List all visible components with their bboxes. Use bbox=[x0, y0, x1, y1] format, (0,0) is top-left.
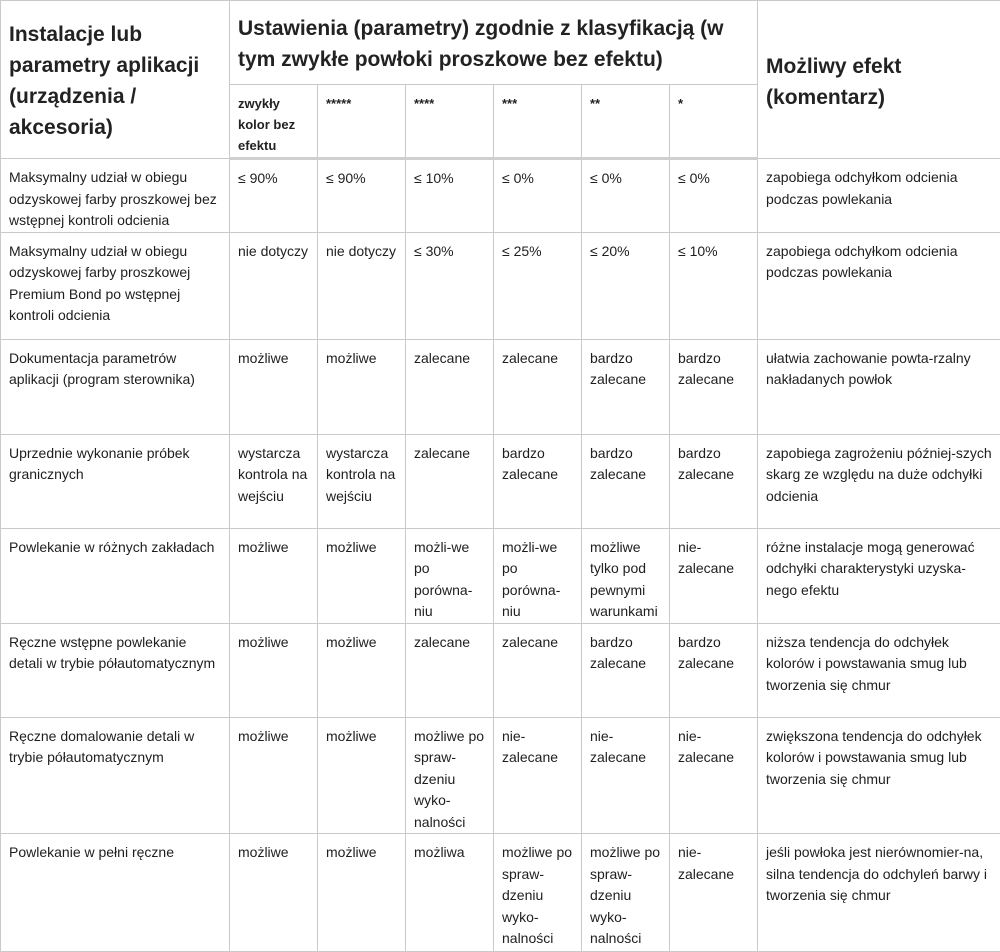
value-cell: możli-we po porówna-niu bbox=[406, 528, 494, 623]
value-cell: możliwe bbox=[318, 339, 406, 434]
value-cell: możliwa bbox=[406, 834, 494, 952]
row-parameter: Maksymalny udział w obiegu odzyskowej farby proszkowej bez wstępnej kontroli odcienia bbox=[1, 159, 230, 233]
table-row bbox=[1, 623, 1000, 717]
header-level-5-stars: ***** bbox=[318, 85, 406, 159]
value-cell: ≤ 10% bbox=[670, 232, 758, 339]
value-cell: ≤ 0% bbox=[494, 159, 582, 233]
value-cell: możliwe po spraw-dzeniu wyko-nalności bbox=[582, 834, 670, 952]
row-effect: ułatwia zachowanie powta-rzalny nakładanych powłok bbox=[758, 339, 1000, 434]
value-cell: zalecane bbox=[494, 339, 582, 434]
row-parameter: Uprzednie wykonanie próbek granicznych bbox=[1, 434, 230, 528]
row-effect: zapobiega odchyłkom odcienia podczas powlekania bbox=[758, 232, 1000, 339]
value-cell: możliwe bbox=[230, 717, 318, 834]
value-cell: ≤ 30% bbox=[406, 232, 494, 339]
value-cell: nie-zalecane bbox=[670, 528, 758, 623]
value-cell: nie dotyczy bbox=[230, 232, 318, 339]
row-parameter: Maksymalny udział w obiegu odzyskowej farby proszkowej Premium Bond po wstępnej kontroli odcienia bbox=[1, 232, 230, 339]
value-cell: zalecane bbox=[406, 623, 494, 717]
value-cell: ≤ 0% bbox=[670, 159, 758, 233]
header-level-1-star: * bbox=[670, 85, 758, 159]
value-cell: możliwe bbox=[318, 528, 406, 623]
header-installations: Instalacje lub parametry aplikacji (urządzenia / akcesoria) bbox=[1, 1, 230, 159]
row-parameter: Powlekanie w pełni ręczne bbox=[1, 834, 230, 952]
value-cell: nie-zalecane bbox=[494, 717, 582, 834]
value-cell: możliwe po spraw-dzeniu wyko-nalności bbox=[494, 834, 582, 952]
row-effect: zwiększona tendencja do odchyłek kolorów i powstawania smug lub tworzenia się chmur bbox=[758, 717, 1000, 834]
value-cell: możliwe bbox=[230, 528, 318, 623]
value-cell: możliwe bbox=[318, 623, 406, 717]
value-cell: możliwe tylko pod pewnymi warunkami bbox=[582, 528, 670, 623]
value-cell: bardzo zalecane bbox=[582, 623, 670, 717]
value-cell: bardzo zalecane bbox=[670, 339, 758, 434]
table-row bbox=[1, 528, 1000, 623]
value-cell: nie-zalecane bbox=[670, 834, 758, 952]
value-cell: ≤ 25% bbox=[494, 232, 582, 339]
header-effect: Możliwy efekt (komentarz) bbox=[758, 1, 1000, 159]
table-row bbox=[1, 434, 1000, 528]
value-cell: bardzo zalecane bbox=[670, 623, 758, 717]
value-cell: możliwe bbox=[230, 834, 318, 952]
value-cell: zalecane bbox=[494, 623, 582, 717]
row-parameter: Ręczne wstępne powlekanie detali w trybie półautomatycznym bbox=[1, 623, 230, 717]
value-cell: ≤ 20% bbox=[582, 232, 670, 339]
table-row bbox=[1, 339, 1000, 434]
table-row bbox=[1, 717, 1000, 834]
header-level-3-stars: *** bbox=[494, 85, 582, 159]
value-cell: możliwe bbox=[230, 623, 318, 717]
header-settings-group: Ustawienia (parametry) zgodnie z klasyfikacją (w tym zwykłe powłoki proszkowe bez efektu) bbox=[230, 1, 758, 85]
value-cell: zalecane bbox=[406, 434, 494, 528]
table-row bbox=[1, 159, 1000, 233]
value-cell: możliwe bbox=[318, 834, 406, 952]
value-cell: ≤ 90% bbox=[318, 159, 406, 233]
row-effect: jeśli powłoka jest nierównomier-na, silna tendencja do odchyleń barwy i tworzenia się chmur bbox=[758, 834, 1000, 952]
value-cell: bardzo zalecane bbox=[582, 339, 670, 434]
value-cell: ≤ 0% bbox=[582, 159, 670, 233]
row-parameter: Dokumentacja parametrów aplikacji (program sterownika) bbox=[1, 339, 230, 434]
value-cell: nie-zalecane bbox=[670, 717, 758, 834]
value-cell: możliwe bbox=[318, 717, 406, 834]
value-cell: zalecane bbox=[406, 339, 494, 434]
value-cell: możli-we po porówna-niu bbox=[494, 528, 582, 623]
table-row bbox=[1, 834, 1000, 952]
value-cell: ≤ 90% bbox=[230, 159, 318, 233]
row-effect: niższa tendencja do odchyłek kolorów i powstawania smug lub tworzenia się chmur bbox=[758, 623, 1000, 717]
row-effect: zapobiega odchyłkom odcienia podczas powlekania bbox=[758, 159, 1000, 233]
value-cell: bardzo zalecane bbox=[582, 434, 670, 528]
value-cell: nie dotyczy bbox=[318, 232, 406, 339]
value-cell: bardzo zalecane bbox=[670, 434, 758, 528]
value-cell: możliwe po spraw-dzeniu wyko-nalności bbox=[406, 717, 494, 834]
row-parameter: Powlekanie w różnych zakładach bbox=[1, 528, 230, 623]
value-cell: wystarcza kontrola na wejściu bbox=[230, 434, 318, 528]
value-cell: ≤ 10% bbox=[406, 159, 494, 233]
row-effect: różne instalacje mogą generować odchyłki charakterystyki uzyska-nego efektu bbox=[758, 528, 1000, 623]
row-parameter: Ręczne domalowanie detali w trybie półautomatycznym bbox=[1, 717, 230, 834]
value-cell: możliwe bbox=[230, 339, 318, 434]
header-level-2-stars: ** bbox=[582, 85, 670, 159]
value-cell: bardzo zalecane bbox=[494, 434, 582, 528]
header-level-plain: zwykły kolor bez efektu bbox=[230, 85, 318, 159]
row-effect: zapobiega zagrożeniu później-szych skarg ze względu na duże odchyłki odcienia bbox=[758, 434, 1000, 528]
value-cell: wystarcza kontrola na wejściu bbox=[318, 434, 406, 528]
header-level-4-stars: **** bbox=[406, 85, 494, 159]
value-cell: nie-zalecane bbox=[582, 717, 670, 834]
table-row bbox=[1, 232, 1000, 339]
